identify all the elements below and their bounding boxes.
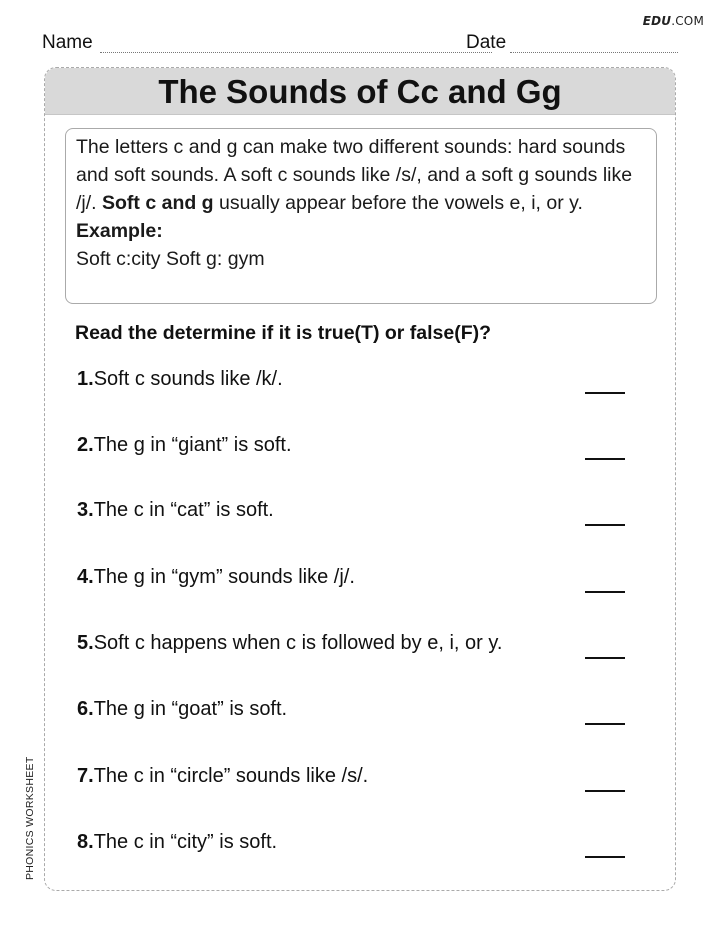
example-text: Soft c:city Soft g: gym [76, 248, 265, 270]
answer-blank-3[interactable] [585, 524, 625, 526]
side-label: PHONICS WORKSHEET [24, 756, 36, 880]
question-8: 8.The c in “city” is soft. [77, 831, 278, 853]
question-5: 5.Soft c happens when c is followed by e, i, or y. [77, 632, 503, 654]
question-3: 3.The c in “cat” is soft. [77, 499, 274, 521]
question-7: 7.The c in “circle” sounds like /s/. [77, 765, 369, 787]
worksheet-card [44, 67, 676, 891]
instruction: Read the determine if it is true(T) or false(F)? [75, 322, 492, 344]
example-label: Example: [76, 220, 163, 242]
date-label: Date [466, 32, 507, 53]
answer-blank-8[interactable] [585, 856, 625, 858]
question-2: 2.The g in “giant” is soft. [77, 434, 292, 456]
name-date-row [42, 32, 678, 56]
brand-logo: EDU.COM [642, 14, 704, 28]
answer-blank-1[interactable] [585, 392, 625, 394]
question-6: 6.The g in “goat” is soft. [77, 698, 288, 720]
answer-blank-4[interactable] [585, 591, 625, 593]
date-line[interactable] [510, 52, 678, 53]
info-box [65, 128, 657, 304]
answer-blank-7[interactable] [585, 790, 625, 792]
page-title: The Sounds of Cc and Gg [45, 68, 675, 115]
answer-blank-2[interactable] [585, 458, 625, 460]
question-1: 1.Soft c sounds like /k/. [77, 368, 283, 390]
answer-blank-5[interactable] [585, 657, 625, 659]
name-label: Name [42, 32, 93, 53]
question-4: 4.The g in “gym” sounds like /j/. [77, 566, 355, 588]
name-line[interactable] [100, 52, 492, 53]
answer-blank-6[interactable] [585, 723, 625, 725]
info-paragraph: The letters c and g can make two different sounds: hard sounds and soft sounds. A soft c sounds like /s/, and a soft g sounds like /j/. Soft c and g usually appear before the vowels e, i, or y. [76, 136, 633, 214]
